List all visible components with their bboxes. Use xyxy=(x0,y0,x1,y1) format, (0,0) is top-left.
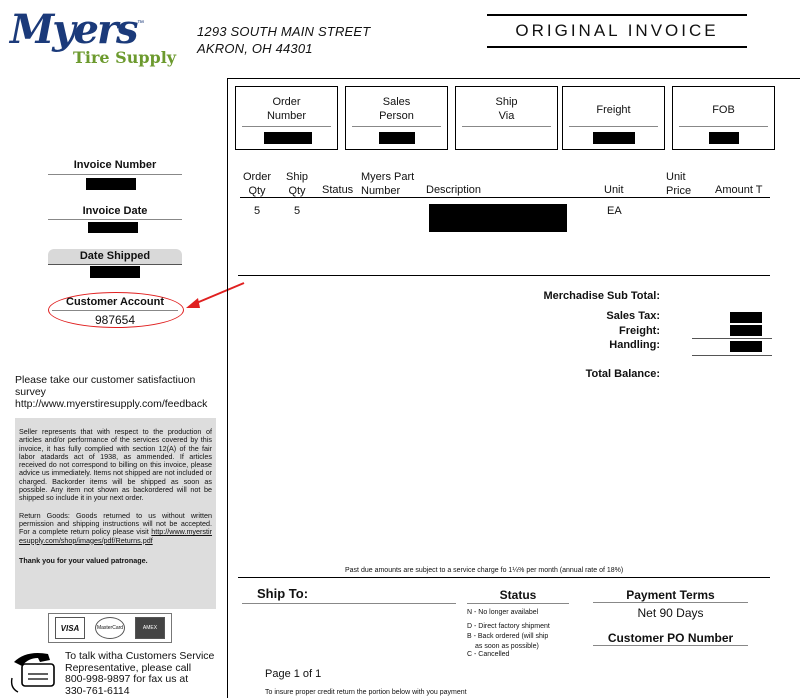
col-unit-price-line1: Unit xyxy=(666,171,686,183)
redacted-sales-tax xyxy=(730,312,762,323)
col-part-number-line2: Number xyxy=(361,185,401,197)
divider xyxy=(48,264,182,265)
contact-line-1: To talk witha Customers Service xyxy=(65,650,215,662)
status-b: B - Back ordered (will ship xyxy=(467,633,549,640)
legal-terms xyxy=(15,418,216,609)
header-label: Via xyxy=(498,110,515,122)
col-description: Description xyxy=(426,184,482,196)
date-shipped-label: Date Shipped xyxy=(79,250,151,262)
survey-line-1: Please take our customer satisfactiuon xyxy=(15,374,196,386)
merchandise-subtotal-label: Merchadise Sub Total: xyxy=(543,290,660,302)
visa-icon: VISA xyxy=(55,617,85,639)
divider xyxy=(692,355,772,356)
survey-line-2: survey xyxy=(15,386,46,398)
status-legend-title: Status xyxy=(499,588,537,602)
items-end-rule xyxy=(238,275,770,276)
header-label: FOB xyxy=(712,104,735,116)
document-title: ORIGINAL INVOICE xyxy=(487,14,747,48)
redacted-sales-person xyxy=(379,132,415,144)
col-order-qty-line1: Order xyxy=(242,171,272,183)
col-unit-price-line2: Price xyxy=(666,185,692,197)
redacted-description xyxy=(429,204,567,232)
fob-box xyxy=(672,86,775,150)
col-unit-price xyxy=(666,170,691,198)
header-label: Order xyxy=(272,96,301,108)
header-label: Sales xyxy=(382,96,411,108)
divider xyxy=(242,603,456,604)
survey-text xyxy=(15,374,207,410)
divider xyxy=(569,126,658,127)
footer-rule xyxy=(238,577,770,578)
col-order-qty-line2: Qty xyxy=(248,185,266,197)
invoice-number-label: Invoice Number xyxy=(73,159,157,171)
status-d: D - Direct factory shipment xyxy=(467,622,550,630)
header-label: Person xyxy=(379,110,414,122)
header-rule xyxy=(240,197,770,198)
thanks-text: Thank you for your valued patronage. xyxy=(19,555,148,565)
status-b-cont: as soon as possible) xyxy=(475,642,539,650)
redacted-freight xyxy=(593,132,635,144)
order-number-box xyxy=(235,86,338,150)
sales-tax-label: Sales Tax: xyxy=(606,310,660,322)
item-order-qty: 5 xyxy=(253,205,261,217)
contact-line-3: 800-998-9897 for fax us at xyxy=(65,673,189,685)
sales-person-box xyxy=(345,86,448,150)
col-status: Status xyxy=(322,184,354,196)
divider xyxy=(462,126,551,127)
remit-note: To insure proper credit return the portion below with you payment xyxy=(265,689,467,696)
redacted-fob xyxy=(709,132,739,144)
customer-po-label: Customer PO Number xyxy=(607,631,734,645)
handling-label: Handling: xyxy=(609,339,660,351)
col-ship-qty xyxy=(282,170,312,198)
item-ship-qty: 5 xyxy=(293,205,301,217)
service-charge-note: Past due amounts are subject to a service charge fo 1¼% per month (annual rate of 18%) xyxy=(345,567,624,574)
total-balance-label: Total Balance: xyxy=(585,368,660,380)
col-unit: Unit xyxy=(604,184,624,196)
divider xyxy=(48,174,182,175)
address-line-2: AKRON, OH 44301 xyxy=(197,41,313,56)
redacted-invoice-number xyxy=(86,178,136,190)
col-part-number xyxy=(361,170,414,198)
invoice-date-label: Invoice Date xyxy=(82,205,148,217)
contact-line-2: Representative, please call xyxy=(65,661,192,674)
header-label: Number xyxy=(266,110,307,122)
survey-url[interactable]: http://www.myerstiresupply.com/feedback xyxy=(15,398,208,410)
divider xyxy=(48,219,182,220)
divider xyxy=(467,603,569,604)
status-c: C - Cancelled xyxy=(467,650,510,658)
header-label: Ship xyxy=(495,96,518,108)
col-ship-qty-line2: Qty xyxy=(288,185,306,197)
divider xyxy=(352,126,441,127)
ship-to-label: Ship To: xyxy=(257,586,309,601)
col-ship-qty-line1: Ship xyxy=(285,171,309,183)
ship-via-box xyxy=(455,86,558,150)
status-n: N - No longer availabel xyxy=(467,609,539,616)
contact-line-4: 330-761-6114 xyxy=(65,684,130,697)
col-order-qty xyxy=(242,170,272,198)
status-legend xyxy=(467,608,550,660)
divider xyxy=(593,645,748,646)
payment-terms-value: Net 90 Days xyxy=(637,606,704,620)
legal-paragraph: Seller represents that with respect to the production of articles and/or performance of the services covered by this invoice, it has fully complied with section 12(A) of the fair labor atadards act of 1938, as ammended. If articles received do not correspond to billing on this invoice, please advice us immediately. Items not shipped are not included or charged. Backorder items will be shipped as soon as possible. Any item not shown as backordered will not be shipped so include it in your next order. xyxy=(19,427,212,503)
divider xyxy=(593,602,748,603)
return-policy-text: Return Goods: Goods returned to us without written permission and shipping instructions will not be accepted. For a complete return policy please visit xyxy=(19,510,212,537)
logo-subtitle: Tire Supply xyxy=(73,48,177,67)
item-unit: EA xyxy=(607,205,622,217)
header-label: Freight xyxy=(596,104,631,116)
invoice-panel xyxy=(227,78,800,698)
payment-terms-label: Payment Terms xyxy=(626,588,715,602)
freight-label: Freight: xyxy=(619,325,660,337)
customer-account-value: 987654 xyxy=(94,313,136,327)
return-policy xyxy=(19,512,212,545)
divider xyxy=(52,310,178,311)
redacted-date-shipped xyxy=(90,266,140,278)
company-logo: Myers xyxy=(10,6,137,53)
return-policy-link[interactable]: http://www.myerstiresupply.com/shop/images/pdf/Returns.pdf xyxy=(19,527,213,545)
address-line-1: 1293 SOUTH MAIN STREET xyxy=(197,24,371,39)
divider xyxy=(692,338,772,339)
amex-icon: AMEX xyxy=(135,617,165,639)
customer-account-label: Customer Account xyxy=(66,296,164,308)
col-part-number-line1: Myers Part xyxy=(361,171,415,183)
redacted-invoice-date xyxy=(88,222,138,233)
contact-info xyxy=(65,651,214,697)
col-amount: Amount T xyxy=(715,184,763,196)
redacted-freight-amount xyxy=(730,325,762,336)
redacted-order-number xyxy=(264,132,312,144)
logo-trademark: ™ xyxy=(137,20,144,27)
mastercard-icon: MasterCard xyxy=(95,617,125,639)
freight-box xyxy=(562,86,665,150)
phone-fax-icon xyxy=(8,648,64,694)
divider xyxy=(242,126,331,127)
divider xyxy=(679,126,768,127)
page-indicator: Page 1 of 1 xyxy=(265,668,322,680)
redacted-handling xyxy=(730,341,762,352)
